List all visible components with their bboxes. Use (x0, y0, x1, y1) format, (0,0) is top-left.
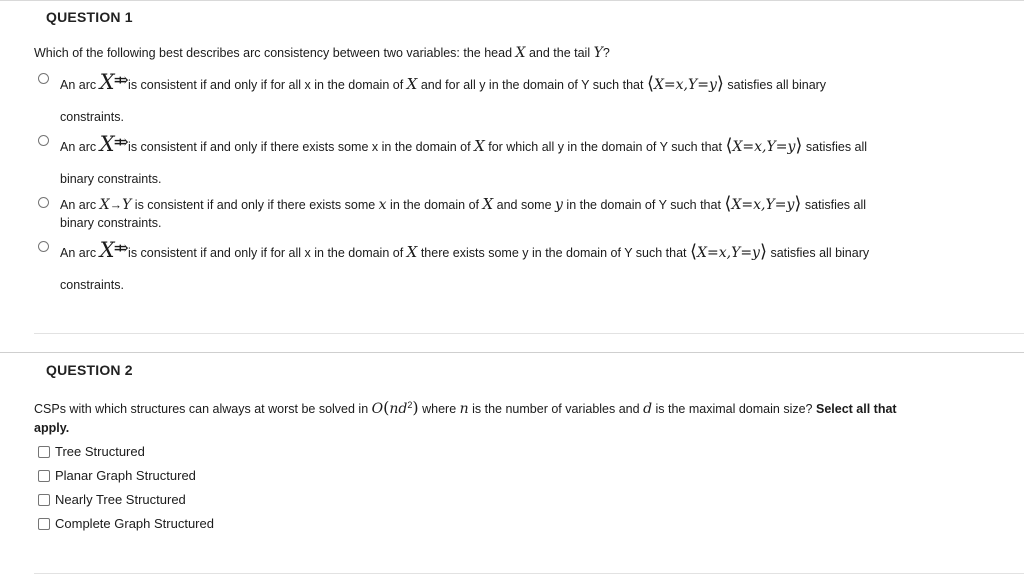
question-2-title: QUESTION 2 (46, 362, 133, 378)
big-o: O (371, 401, 384, 417)
q1-bottom-divider (34, 333, 1024, 334)
question-1-prompt (34, 45, 610, 61)
q1-option-4[interactable] (38, 238, 998, 290)
q2-option-planar-checkbox[interactable] (38, 470, 50, 482)
q1-option-4-radio[interactable] (38, 241, 49, 252)
q2-option-planar-label: Planar Graph Structured (55, 468, 196, 483)
arc-glyph: X ⤃ (99, 132, 129, 156)
q1-prompt-tail: Y (593, 45, 603, 61)
q1-prompt-pre: Which of the following best describes arc consistency between two variables: the head (34, 46, 516, 60)
q2-option-nearly-tree[interactable] (38, 492, 998, 510)
q2-bottom-divider (34, 573, 1024, 574)
q1-prompt-head: X (515, 45, 526, 61)
q2-option-complete-checkbox[interactable] (38, 518, 50, 530)
q2-option-nearly-tree-checkbox[interactable] (38, 494, 50, 506)
arc-glyph: X ⤃ (99, 70, 129, 94)
top-divider (0, 0, 1024, 1)
q1-option-1-continuation: constraints. (60, 110, 124, 124)
q2-option-complete-label: Complete Graph Structured (55, 516, 214, 531)
q1-option-4-text: An arc X ⤃ is consistent if and only if for all x in the domain of X there exists some y in the domain of Y such that ⟨X=x,Y=y⟩ satisfies all binary (60, 238, 870, 262)
arc-glyph: X ⤃ (99, 238, 129, 262)
q1-option-3[interactable] (38, 193, 998, 233)
q1-option-3-continuation: binary constraints. (60, 216, 162, 230)
q1-prompt-mid: and the tail (525, 46, 594, 60)
q1-option-2-continuation: binary constraints. (60, 172, 162, 186)
question-2-prompt-cont: apply. (34, 421, 70, 435)
question-2-prompt: CSPs with which structures can always at worst be solved in $O(nd^2)$ where n is the number of variables and d is the maximal domain size? Select all that (34, 398, 897, 417)
q1-option-3-text: An arc X→Y is consistent if and only if there exists some x in the domain of X and some y in the domain of Y such that ⟨X=x,Y=y⟩ satisfies all (60, 193, 867, 214)
q2-option-complete[interactable] (38, 516, 998, 534)
q1-option-1-text: An arc X ⤃ is consistent if and only if for all x in the domain of X and for all y in the domain of Y such that ⟨X=x,Y=y⟩ satisfies all binary (60, 70, 827, 94)
q1-option-2[interactable] (38, 132, 998, 184)
q1-prompt-post: ? (602, 46, 610, 60)
q1-option-1-radio[interactable] (38, 73, 49, 84)
q2-option-tree-label: Tree Structured (55, 444, 145, 459)
q1-option-4-continuation: constraints. (60, 278, 124, 292)
q1-option-1[interactable] (38, 70, 998, 122)
q1-option-2-radio[interactable] (38, 135, 49, 146)
q2-option-tree-checkbox[interactable] (38, 446, 50, 458)
question-1-title: QUESTION 1 (46, 9, 133, 25)
q2-option-tree[interactable] (38, 444, 998, 462)
q1-option-3-radio[interactable] (38, 197, 49, 208)
q2-option-nearly-tree-label: Nearly Tree Structured (55, 492, 186, 507)
q1-option-2-text: An arc X ⤃ is consistent if and only if there exists some x in the domain of X for which all y in the domain of Y such that ⟨X=x,Y=y⟩ satisfies all (60, 132, 868, 156)
section-divider (0, 352, 1024, 353)
q2-option-planar[interactable] (38, 468, 998, 486)
